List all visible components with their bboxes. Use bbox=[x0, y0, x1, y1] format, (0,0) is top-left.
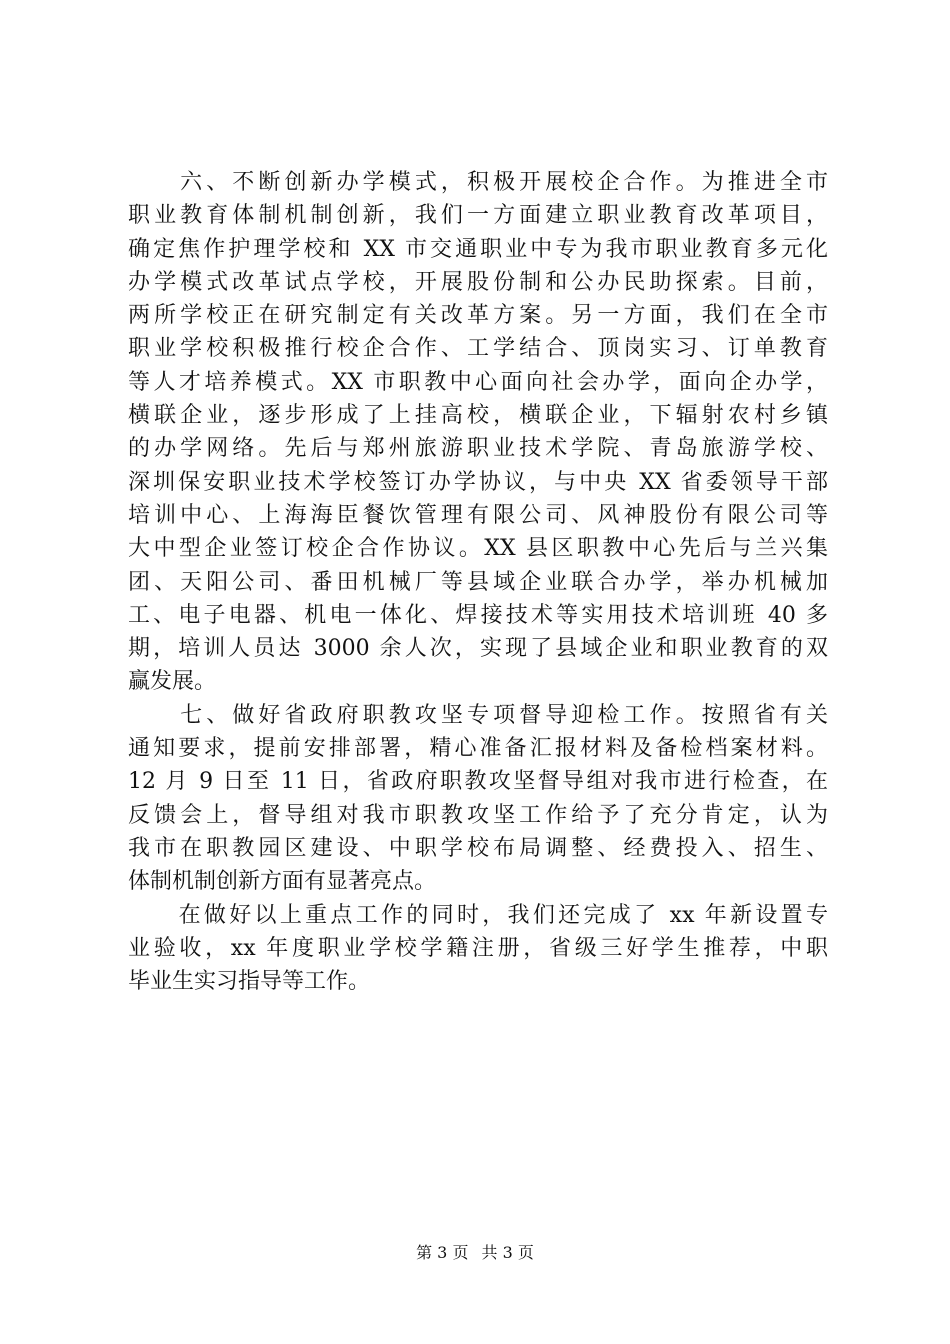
text-line: 大中型企业签订校企合作协议。XX 县区职教中心先后与兰兴集 bbox=[128, 536, 828, 562]
text-line: 六、不断创新办学模式，积极开展校企合作。为推进全市 bbox=[128, 170, 828, 195]
text-line: 七、做好省政府职教攻坚专项督导迎检工作。按照省有关 bbox=[128, 702, 828, 728]
text-line: 毕业生实习指导等工作。 bbox=[128, 969, 371, 995]
text-line: 在做好以上重点工作的同时，我们还完成了 xx 年新设置专 bbox=[128, 902, 828, 928]
text-line: 团、天阳公司、番田机械厂等县域企业联合办学，举办机械加 bbox=[128, 569, 828, 595]
text-line: 职业教育体制机制创新，我们一方面建立职业教育改革项目， bbox=[128, 203, 828, 229]
text-line: 通知要求，提前安排部署，精心准备汇报材料及备检档案材料。 bbox=[128, 736, 828, 762]
text-line: 等人才培养模式。XX 市职教中心面向社会办学，面向企办学， bbox=[128, 369, 828, 395]
text-line: 我市在职教园区建设、中职学校布局调整、经费投入、招生、 bbox=[128, 835, 828, 861]
text-line: 确定焦作护理学校和 XX 市交通职业中专为我市职业教育多元化 bbox=[128, 236, 828, 262]
page-number: 第 3 页 bbox=[416, 1243, 469, 1262]
text-line: 办学模式改革试点学校，开展股份制和公办民助探索。目前， bbox=[128, 269, 828, 295]
text-line: 培训中心、上海海臣餐饮管理有限公司、风神股份有限公司等 bbox=[128, 502, 828, 528]
text-line: 体制机制创新方面有显著亮点。 bbox=[128, 869, 437, 895]
text-line: 工、电子电器、机电一体化、焊接技术等实用技术培训班 40 多 bbox=[128, 602, 828, 628]
text-line: 业验收，xx 年度职业学校学籍注册，省级三好学生推荐，中职 bbox=[128, 935, 828, 961]
text-line: 赢发展。 bbox=[128, 669, 217, 695]
text-line: 职业学校积极推行校企合作、工学结合、顶岗实习、订单教育 bbox=[128, 336, 828, 362]
text-line: 横联企业，逐步形成了上挂高校，横联企业，下辐射农村乡镇 bbox=[128, 403, 828, 429]
text-line: 深圳保安职业技术学校签订办学协议，与中央 XX 省委领导干部 bbox=[128, 469, 828, 495]
document-body bbox=[128, 166, 828, 998]
text-line: 反馈会上，督导组对我市职教攻坚工作给予了充分肯定，认为 bbox=[128, 802, 828, 828]
page-total: 共 3 页 bbox=[481, 1243, 534, 1262]
page-footer bbox=[0, 1242, 950, 1264]
text-line: 12 月 9 日至 11 日，省政府职教攻坚督导组对我市进行检查，在 bbox=[128, 769, 828, 795]
text-line: 的办学网络。先后与郑州旅游职业技术学院、青岛旅游学校、 bbox=[128, 436, 828, 462]
text-line: 期，培训人员达 3000 余人次，实现了县域企业和职业教育的双 bbox=[128, 636, 828, 662]
text-line: 两所学校正在研究制定有关改革方案。另一方面，我们在全市 bbox=[128, 303, 828, 329]
